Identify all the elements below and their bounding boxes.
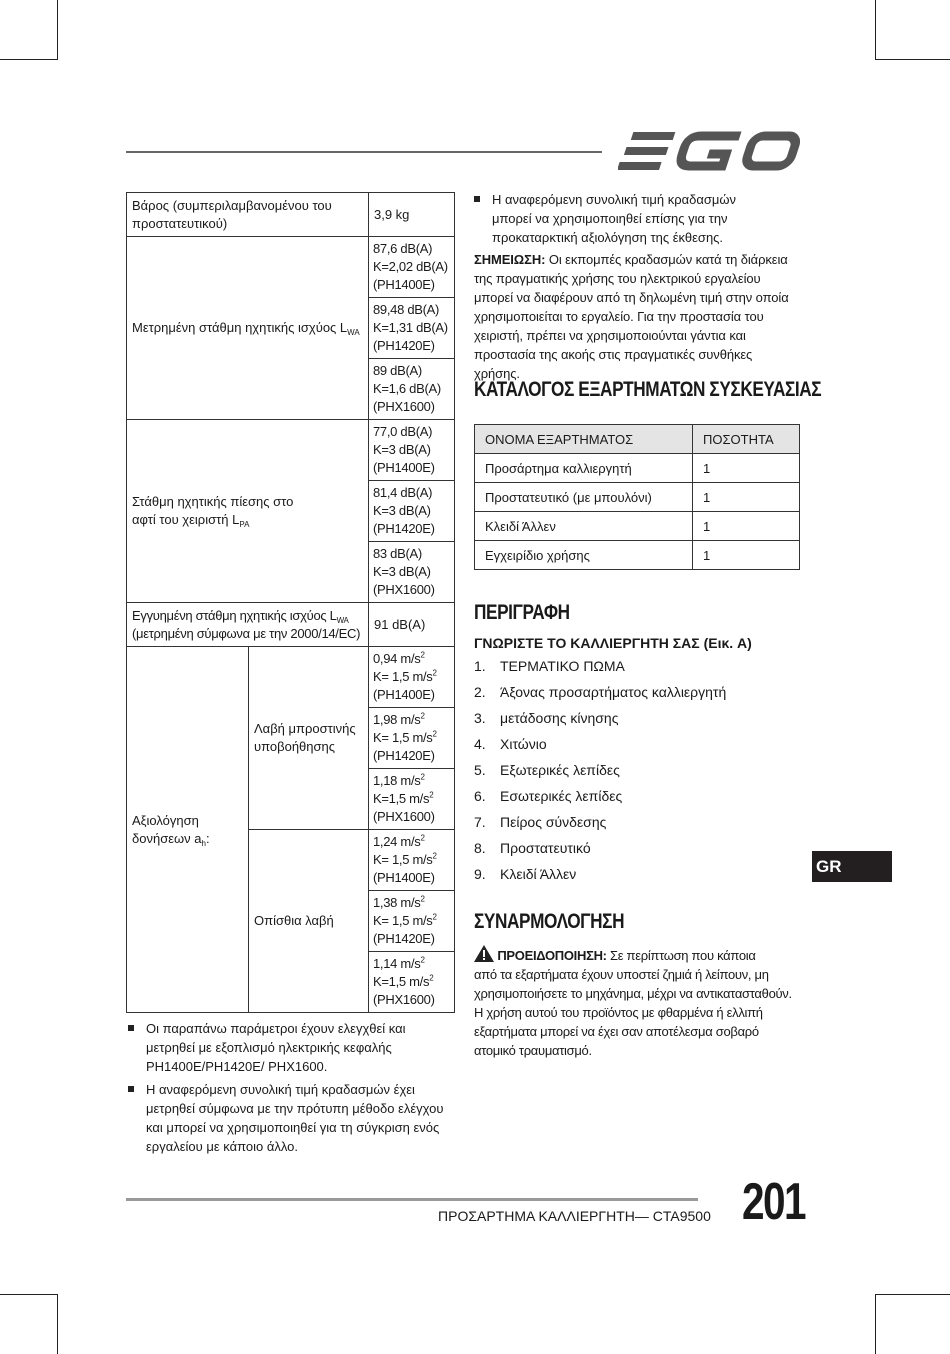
- guaranteed-value: 91 dB(A): [369, 603, 455, 647]
- bullet-square-icon: [474, 196, 480, 202]
- lpa-value-3: 83 dB(A) K=3 dB(A) (PHX1600): [369, 542, 455, 603]
- note-label: ΣΗΜΕΙΩΣΗ:: [474, 252, 546, 267]
- spec-table: [126, 192, 455, 1013]
- lwa-label: Μετρημένη στάθμη ηχητικής ισχύος $L_{WA}$: [127, 237, 369, 420]
- rear-value-2: 1,38 $m/s^2$ K= 1,5 $m/s^2$ (PH1420E): [369, 891, 455, 952]
- table-cell: 1: [693, 454, 800, 483]
- table-cell: Κλειδί Άλλεν: [475, 512, 693, 541]
- front-handle-label: Λαβή μπροστινής υποβοήθησης: [249, 647, 369, 830]
- crop-mark: [875, 1294, 876, 1354]
- table-cell: Εγχειρίδιο χρήσης: [475, 541, 693, 570]
- bullet-text: Η αναφερόμενη συνολική τιμή κραδασμών μπορεί να χρησιμοποιηθεί επίσης για την προκαταρκτική αξιολόγηση της έκθεσης.: [492, 192, 737, 245]
- lwa-value-2: 89,48 dB(A) K=1,31 dB(A) (PH1420E): [369, 298, 455, 359]
- front-value-2: 1,98 $m/s^2$ K= 1,5 $m/s^2$ (PH1420E): [369, 708, 455, 769]
- lpa-value-2: 81,4 dB(A) K=3 dB(A) (PH1420E): [369, 481, 455, 542]
- front-value-1: 0,94 $m/s^2$ K= 1,5 $m/s^2$ (PH1400E): [369, 647, 455, 708]
- lwa-value-1: 87,6 dB(A) K=2,02 dB(A) (PH1400E): [369, 237, 455, 298]
- note-text: Οι εκπομπές κραδασμών κατά τη διάρκεια της πραγματικής χρήσης του ηλεκτρικού εργαλείου μπορεί να διαφέρουν από τη δηλωμένη τιμή στην οποία χρησιμοποιείται το εργαλείο. Για την προστασία του χειριστή, πρέπει να χρησιμοποιούνται γάντια και προστασία της ακοής στις πραγματικές συνθήκες χρήσης.: [474, 252, 789, 381]
- bullet-square-icon: [128, 1086, 134, 1092]
- packing-title: ΚΑΤΑΛΟΓΟΣ ΕΞΑΡΤΗΜΑΤΩΝ ΣΥΣΚΕΥΑΣΙΑΣ: [474, 378, 822, 401]
- table-cell: 1: [693, 483, 800, 512]
- rear-handle-label: Οπίσθια λαβή: [249, 830, 369, 1013]
- crop-mark: [875, 0, 876, 60]
- vibration-label: Αξιολόγηση δονήσεων $a_h$:: [127, 647, 249, 1013]
- lpa-label: Στάθμη ηχητικής πίεσης στο αφτί του χειριστή $L_{PA}$: [127, 420, 369, 603]
- warning-label: ΠΡΟΕΙΔΟΠΟΙΗΣΗ:: [497, 948, 607, 963]
- warning-icon: [474, 945, 494, 962]
- know-title: ΓΝΩΡΙΣΤΕ ΤΟ ΚΑΛΛΙΕΡΓΗΤΗ ΣΑΣ (Εικ. A): [474, 635, 752, 651]
- lwa-value-3: 89 dB(A) K=1,6 dB(A) (PHX1600): [369, 359, 455, 420]
- bullet-text: Η αναφερόμενη συνολική τιμή κραδασμών έχει μετρηθεί σύμφωνα με την πρότυπη μέθοδο ελέγχου και μπορεί να χρησιμοποιηθεί για τη σύγκριση ενός εργαλείου με κάποιο άλλο.: [146, 1082, 444, 1154]
- language-tab: GR: [812, 851, 892, 882]
- crop-mark: [875, 1294, 950, 1295]
- crop-mark: [0, 1294, 58, 1295]
- right-bullet: [474, 190, 774, 247]
- warning-paragraph: ΠΡΟΕΙΔΟΠΟΙΗΣΗ: Σε περίπτωση που κάποια από τα εξαρτήματα έχουν υποστεί ζημιά ή λείπουν, μη χρησιμοποιήσετε το μηχάνημα, μέχρι να αντικατασταθούν. Η χρήση αυτού του προϊόντος με φθαρμένα ή ελλιπή εξαρτήματα μπορεί να έχει σαν αποτέλεσμα σοβαρό ατομικό τραυματισμό.: [474, 945, 800, 1060]
- crop-mark: [57, 0, 58, 60]
- footer-text: ΠΡΟΣΑΡΤΗΜΑ ΚΑΛΛΙΕΡΓΗΤΗ— CTA9500: [438, 1208, 711, 1224]
- table-cell: 1: [693, 512, 800, 541]
- lpa-value-1: 77,0 dB(A) K=3 dB(A) (PH1400E): [369, 420, 455, 481]
- description-title: ΠΕΡΙΓΡΑΦΗ: [474, 601, 570, 624]
- guaranteed-label: Εγγυημένη στάθμη ηχητικής ισχύος $L_{WA}$ (μετρημένη σύμφωνα με την 2000/14/EC): [127, 603, 369, 647]
- assembly-title: ΣΥΝΑΡΜΟΛΟΓΗΣΗ: [474, 910, 625, 933]
- note-paragraph: [474, 250, 800, 383]
- bullet-square-icon: [128, 1025, 134, 1031]
- ego-logo: [618, 130, 800, 172]
- table-cell: 1: [693, 541, 800, 570]
- header-rule: [126, 151, 602, 153]
- table-cell: Προστατευτικό (με μπουλόνι): [475, 483, 693, 512]
- crop-mark: [0, 59, 58, 60]
- footer-rule: [126, 1198, 698, 1201]
- left-bullet-1: [128, 1019, 450, 1076]
- table-cell: Προσάρτημα καλλιεργητή: [475, 454, 693, 483]
- left-bullet-2: [128, 1080, 450, 1156]
- crop-mark: [875, 59, 950, 60]
- bullet-text: Οι παραπάνω παράμετροι έχουν ελεγχθεί και μετρηθεί με εξοπλισμό ηλεκτρικής κεφαλής PH1400E/PH1420E/ PHX1600.: [146, 1021, 406, 1074]
- packing-table: [474, 424, 800, 570]
- crop-mark: [57, 1294, 58, 1354]
- col-header-name: ΟΝΟΜΑ ΕΞΑΡΤΗΜΑΤΟΣ: [475, 425, 693, 454]
- page-number: 201: [742, 1173, 805, 1231]
- weight-label: Βάρος (συμπεριλαμβανομένου του προστατευτικού): [127, 193, 369, 237]
- rear-value-1: 1,24 $m/s^2$ K= 1,5 $m/s^2$ (PH1400E): [369, 830, 455, 891]
- front-value-3: 1,18 $m/s^2$ K=1,5 $m/s^2$ (PHX1600): [369, 769, 455, 830]
- col-header-qty: ΠΟΣΟΤΗΤΑ: [693, 425, 800, 454]
- rear-value-3: 1,14 $m/s^2$ K=1,5 $m/s^2$ (PHX1600): [369, 952, 455, 1013]
- weight-value: 3,9 kg: [369, 193, 455, 237]
